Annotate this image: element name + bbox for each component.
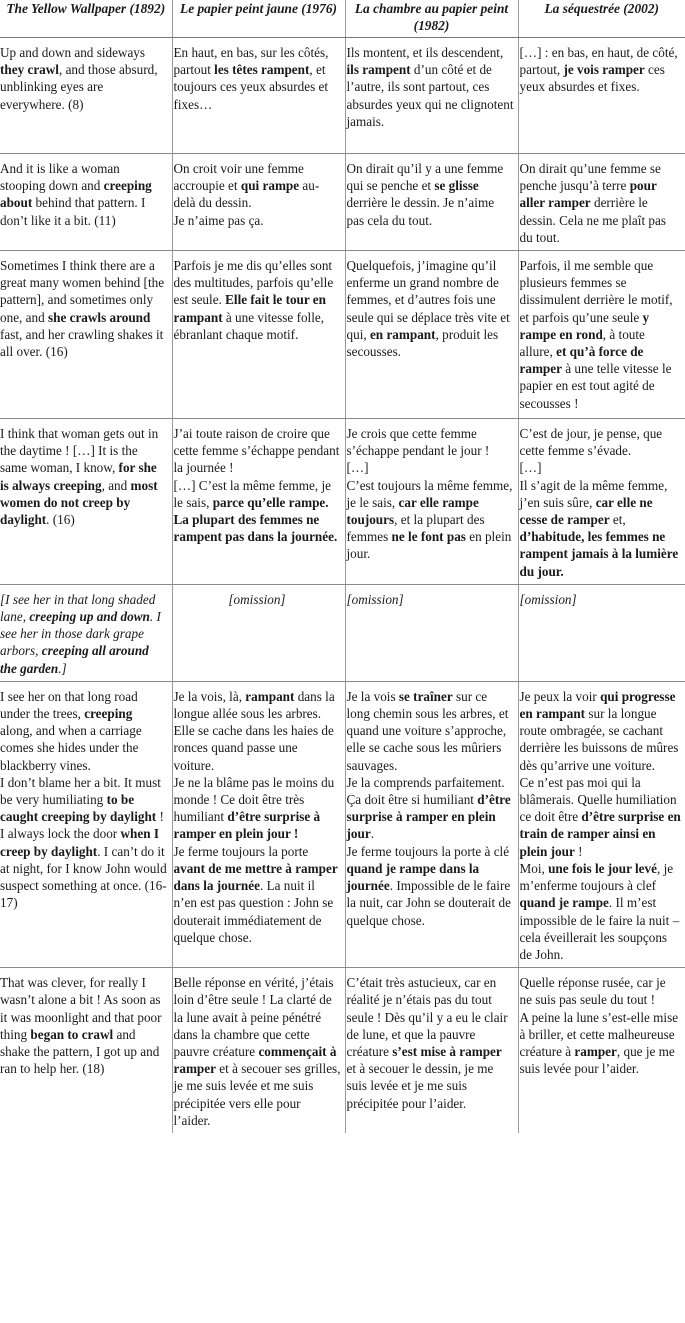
cell-translation: […] : en bas, en haut, de côté, partout, je vois ramper ces yeux absurdes et fixes. <box>518 38 685 154</box>
cell-translation: Je crois que cette femme s’échappe pendant le jour ! […] C’est toujours la même femme, je le sais, car elle rampe toujours, et la plupart des femmes ne le font pas en plein jour. <box>345 419 518 585</box>
cell-translation <box>345 584 518 681</box>
cell-english: [I see her in that long shaded lane, creeping up and down. I see her in those dark grape arbors, creeping all around the garden.] <box>0 584 172 681</box>
table-row <box>0 419 685 585</box>
table-row <box>0 681 685 967</box>
cell-english: I see her on that long road under the trees, creeping along, and when a carriage comes she hides under the blackberry vines. I don’t blame her a bit. It must be very humiliating to be caught creeping by daylight ! I always lock the door when I creep by daylight. I can’t do it at night, for I know John would suspect something at once. (16-17) <box>0 681 172 967</box>
column-header: La chambre au papier peint (1982) <box>345 0 518 38</box>
cell-translation: On dirait qu’une femme se penche jusqu’à terre pour aller ramper derrière le dessin. Cela ne me plaît pas du tout. <box>518 154 685 251</box>
cell-translation: On dirait qu’il y a une femme qui se penche et se glisse derrière le dessin. Je n’aime pas cela du tout. <box>345 154 518 251</box>
cell-translation <box>172 584 345 681</box>
omission-marker: [omission] <box>519 591 577 607</box>
cell-english: Sometimes I think there are a great many women behind [the pattern], and sometimes only one, and she crawls around fast, and her crawling shakes it all over. (16) <box>0 251 172 419</box>
cell-english: Up and down and sideways they crawl, and those absurd, unblinking eyes are everywhere. (8) <box>0 38 172 154</box>
omission-marker: [omission] <box>346 591 404 607</box>
column-header: La séquestrée (2002) <box>518 0 685 38</box>
cell-translation: On croit voir une femme accroupie et qui rampe au-delà du dessin. Je n’aime pas ça. <box>172 154 345 251</box>
cell-translation <box>518 584 685 681</box>
cell-translation: Quelle réponse rusée, car je ne suis pas seule du tout ! A peine la lune s’est-elle mise à briller, et cette malheureuse créature à ramper, que je me suis levée pour l’aider. <box>519 975 679 1077</box>
cell-translation: Je peux la voir qui progresse en rampant sur la longue route ombragée, se cachant derrière les buissons de mûres dès qu’arrive une voiture. Ce n’est pas moi qui la blâmerais. Quelle humiliation ce doit être d’être surprise en train de ramper ainsi en plein jour ! Moi, une fois le jour levé, je m’enferme toujours à clef quand je rampe. Il m’est impossible de le faire la nuit – cela éveillerait les soupçons de John. <box>518 681 685 967</box>
cell-translation: C’est de jour, je pense, que cette femme s’évade. […] Il s’agit de la même femme, j’en suis sûre, car elle ne cesse de ramper et, d’habitude, les femmes ne rampent jamais à la lumière du jour. <box>518 419 685 585</box>
cell-english: That was clever, for really I wasn’t alone a bit ! As soon as it was moonlight and that poor thing began to crawl and shake the pattern, I got up and ran to help her. (18) <box>0 968 172 1133</box>
table-row <box>0 38 685 154</box>
cell-translation: Belle réponse en vérité, j’étais loin d’être seule ! La clarté de la lune avait à peine pénétré dans la chambre que cette pauvre créature commençait à ramper et à secouer ses grilles, je me suis levée et me suis précipitée vers elle pour l’aider. <box>172 968 345 1133</box>
cell-translation: Parfois je me dis qu’elles sont des multitudes, parfois qu’elle est seule. Elle fait le tour en rampant à une vitesse folle, ébranlant chaque motif. <box>172 251 345 419</box>
cell-translation: En haut, en bas, sur les côtés, partout les têtes rampent, et toujours ces yeux absurdes et fixes… <box>172 38 345 154</box>
table-row <box>0 584 685 681</box>
column-header: The Yellow Wallpaper (1892) <box>0 0 172 38</box>
cell-translation: Parfois, il me semble que plusieurs femmes se dissimulent derrière le motif, et parfois qu’une seule y rampe en rond, à toute allure, et qu’à force de ramper à une telle vitesse le papier en est tout agité de secousses ! <box>518 251 685 419</box>
cell-english: And it is like a woman stooping down and creeping about behind that pattern. I don’t like it a bit. (11) <box>0 154 172 251</box>
cell-translation: Ils montent, et ils descendent, ils rampent d’un côté et de l’autre, ils sont partout, ces absurdes yeux qui ne clignotent jamais. <box>345 38 518 154</box>
table-row <box>0 154 685 251</box>
cell-english: I think that woman gets out in the daytime ! […] It is the same woman, I know, for she is always creeping, and most women do not creep by daylight. (16) <box>0 419 172 585</box>
cell-translation: J’ai toute raison de croire que cette femme s’échappe pendant la journée ! […] C’est la même femme, je le sais, parce qu’elle rampe. La plupart des femmes ne rampent pas dans la journée. <box>172 419 345 585</box>
table-row <box>0 251 685 419</box>
cell-translation: Je la vois, là, rampant dans la longue allée sous les arbres. Elle se cache dans les haies de ronces quand passe une voiture. Je ne la blâme pas le moins du monde ! Ce doit être très humiliant d’être surprise à ramper en plein jour ! Je ferme toujours la porte avant de me mettre à ramper dans la journée. La nuit il n’en est pas question : John se douterait immédiatement de quelque chose. <box>172 681 345 967</box>
cell-translation: Je la vois se traîner sur ce long chemin sous les arbres, et quand une voiture s’approche, elle se cache sous les mûriers sauvages. Je la comprends parfaitement. Ça doit être si humiliant d’être surprise à ramper en plein jour. Je ferme toujours la porte à clé quand je rampe dans la journée. Impossible de le faire la nuit, car John se douterait de quelque chose. <box>345 681 518 967</box>
omission-marker: [omission] <box>228 591 286 607</box>
column-header: Le papier peint jaune (1976) <box>172 0 345 38</box>
header-row <box>0 0 685 38</box>
table-row <box>0 968 685 1133</box>
cell-translation: Quelquefois, j’imagine qu’il enferme un grand nombre de femmes, et d’autres fois une seule qui se déplace très vite et qui, en rampant, produit les secousses. <box>345 251 518 419</box>
cell-translation: C’était très astucieux, car en réalité je n’étais pas du tout seule ! Dès qu’il y a eu le clair de lune, et que la pauvre créature s’est mise à ramper et à secouer le dessin, je me suis levée et je me suis précipitée pour l’aider. <box>345 968 518 1133</box>
